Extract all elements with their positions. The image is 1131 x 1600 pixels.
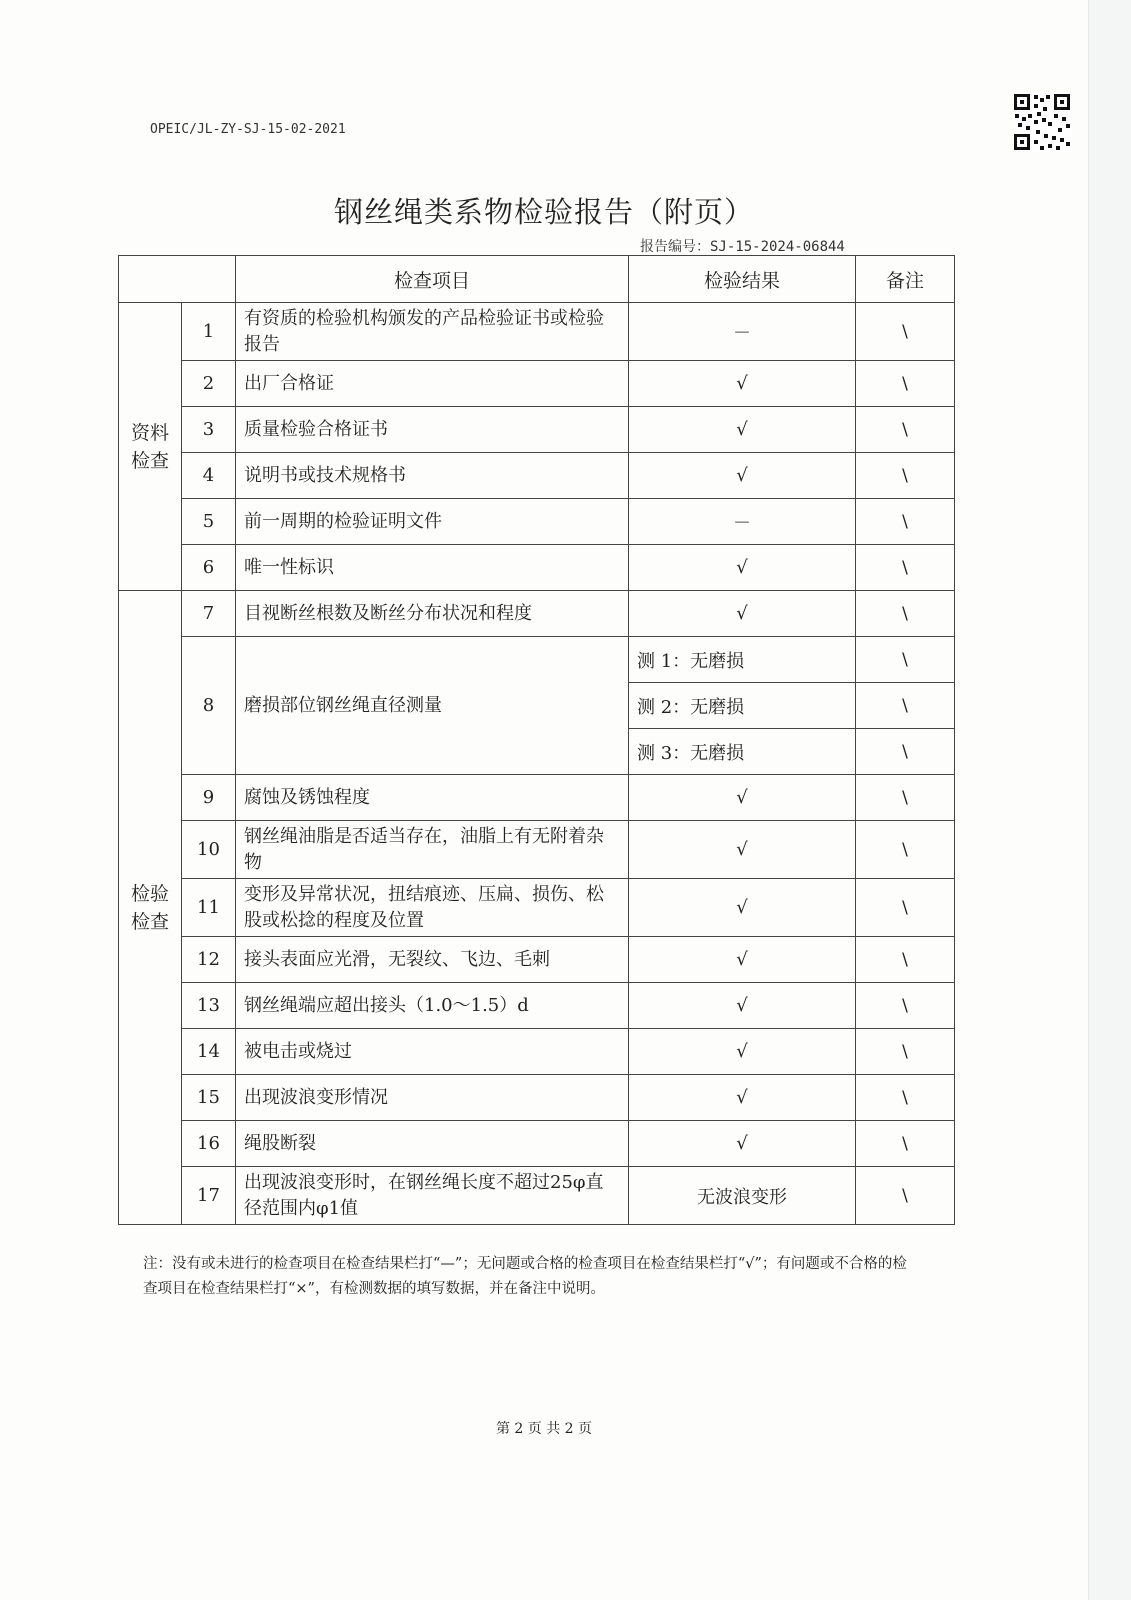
category-docs: 资料 检查 <box>119 303 182 591</box>
row-result: 测 3：无磨损 <box>629 729 856 775</box>
table-row <box>119 937 955 983</box>
row-item: 出厂合格证 <box>236 361 629 407</box>
table-row <box>119 499 955 545</box>
table-row <box>119 821 955 879</box>
row-result: √ <box>629 775 856 821</box>
header-blank <box>119 256 236 303</box>
row-number: 1 <box>182 303 236 361</box>
row-result: √ <box>629 983 856 1029</box>
row-item: 接头表面应光滑，无裂纹、飞边、毛刺 <box>236 937 629 983</box>
row-result: － <box>629 499 856 545</box>
row-item: 变形及异常状况，扭结痕迹、压扁、损伤、松股或松捻的程度及位置 <box>236 879 629 937</box>
row-result: 无波浪变形 <box>629 1167 856 1225</box>
page-title: 钢丝绳类系物检验报告（附页） <box>333 195 754 229</box>
table-row <box>119 1029 955 1075</box>
row-note: \ <box>856 1075 955 1121</box>
row-item: 前一周期的检验证明文件 <box>236 499 629 545</box>
report-number-value: SJ-15-2024-06844 <box>710 239 845 255</box>
row-item: 腐蚀及锈蚀程度 <box>236 775 629 821</box>
row-item: 出现波浪变形时，在钢丝绳长度不超过25φ直径范围内φ1值 <box>236 1167 629 1225</box>
row-result: 测 2：无磨损 <box>629 683 856 729</box>
row-note: \ <box>856 499 955 545</box>
table-row <box>119 637 955 683</box>
table-row <box>119 1121 955 1167</box>
report-number-label: 报告编号： <box>640 239 710 255</box>
footnote: 注：没有或未进行的检查项目在检查结果栏打“—”；无问题或合格的检查项目在检查结果栏打“√”；有问题或不合格的检查项目在检查结果栏打“×”，有检测数据的填写数据，并在备注中说明。 <box>143 1256 907 1297</box>
row-result: √ <box>629 1029 856 1075</box>
row-item: 目视断丝根数及断丝分布状况和程度 <box>236 591 629 637</box>
row-item: 被电击或烧过 <box>236 1029 629 1075</box>
row-item: 出现波浪变形情况 <box>236 1075 629 1121</box>
row-note: \ <box>856 683 955 729</box>
row-number: 12 <box>182 937 236 983</box>
row-number: 7 <box>182 591 236 637</box>
category-inspect: 检验 检查 <box>119 591 182 1225</box>
row-result: 测 1：无磨损 <box>629 637 856 683</box>
row-number: 17 <box>182 1167 236 1225</box>
table-row <box>119 983 955 1029</box>
row-note: \ <box>856 303 955 361</box>
page-edge <box>1088 0 1131 1600</box>
row-result: √ <box>629 1121 856 1167</box>
row-item: 唯一性标识 <box>236 545 629 591</box>
row-number: 14 <box>182 1029 236 1075</box>
row-note: \ <box>856 937 955 983</box>
row-note: \ <box>856 361 955 407</box>
row-number: 8 <box>182 637 236 775</box>
row-result: √ <box>629 361 856 407</box>
inspection-table <box>118 255 955 1225</box>
row-item: 绳股断裂 <box>236 1121 629 1167</box>
row-note: \ <box>856 983 955 1029</box>
row-number: 3 <box>182 407 236 453</box>
row-item: 有资质的检验机构颁发的产品检验证书或检验报告 <box>236 303 629 361</box>
row-result: √ <box>629 1075 856 1121</box>
row-number: 2 <box>182 361 236 407</box>
row-item: 质量检验合格证书 <box>236 407 629 453</box>
row-result: √ <box>629 453 856 499</box>
row-note: \ <box>856 407 955 453</box>
row-note: \ <box>856 591 955 637</box>
row-number: 16 <box>182 1121 236 1167</box>
row-note: \ <box>856 729 955 775</box>
row-result: √ <box>629 591 856 637</box>
table-row <box>119 1075 955 1121</box>
row-result: √ <box>629 937 856 983</box>
row-note: \ <box>856 1121 955 1167</box>
table-row <box>119 879 955 937</box>
row-note: \ <box>856 637 955 683</box>
table-row <box>119 591 955 637</box>
row-result: √ <box>629 545 856 591</box>
row-result: √ <box>629 821 856 879</box>
row-item: 磨损部位钢丝绳直径测量 <box>236 637 629 775</box>
row-number: 5 <box>182 499 236 545</box>
row-result: √ <box>629 879 856 937</box>
page-number: 第 2 页 共 2 页 <box>495 1421 593 1437</box>
row-number: 9 <box>182 775 236 821</box>
row-note: \ <box>856 545 955 591</box>
row-number: 11 <box>182 879 236 937</box>
table-row <box>119 361 955 407</box>
row-number: 10 <box>182 821 236 879</box>
row-number: 13 <box>182 983 236 1029</box>
row-item: 钢丝绳端应超出接头（1.0～1.5）d <box>236 983 629 1029</box>
table-row <box>119 453 955 499</box>
qr-code-icon <box>1012 92 1072 152</box>
table-row <box>119 303 955 361</box>
row-number: 6 <box>182 545 236 591</box>
table-row <box>119 775 955 821</box>
row-result: － <box>629 303 856 361</box>
table-header-row <box>119 256 955 303</box>
row-note: \ <box>856 879 955 937</box>
row-number: 15 <box>182 1075 236 1121</box>
report-number <box>640 236 845 256</box>
row-number: 4 <box>182 453 236 499</box>
header-result: 检验结果 <box>629 256 856 303</box>
header-item: 检查项目 <box>236 256 629 303</box>
row-item: 说明书或技术规格书 <box>236 453 629 499</box>
row-note: \ <box>856 821 955 879</box>
row-result: √ <box>629 407 856 453</box>
row-note: \ <box>856 453 955 499</box>
table-row <box>119 545 955 591</box>
row-note: \ <box>856 1029 955 1075</box>
document-code: OPEIC/JL-ZY-SJ-15-02-2021 <box>150 122 346 137</box>
table-row <box>119 1167 955 1225</box>
row-note: \ <box>856 1167 955 1225</box>
header-note: 备注 <box>856 256 955 303</box>
row-item: 钢丝绳油脂是否适当存在，油脂上有无附着杂物 <box>236 821 629 879</box>
row-note: \ <box>856 775 955 821</box>
table-row <box>119 407 955 453</box>
